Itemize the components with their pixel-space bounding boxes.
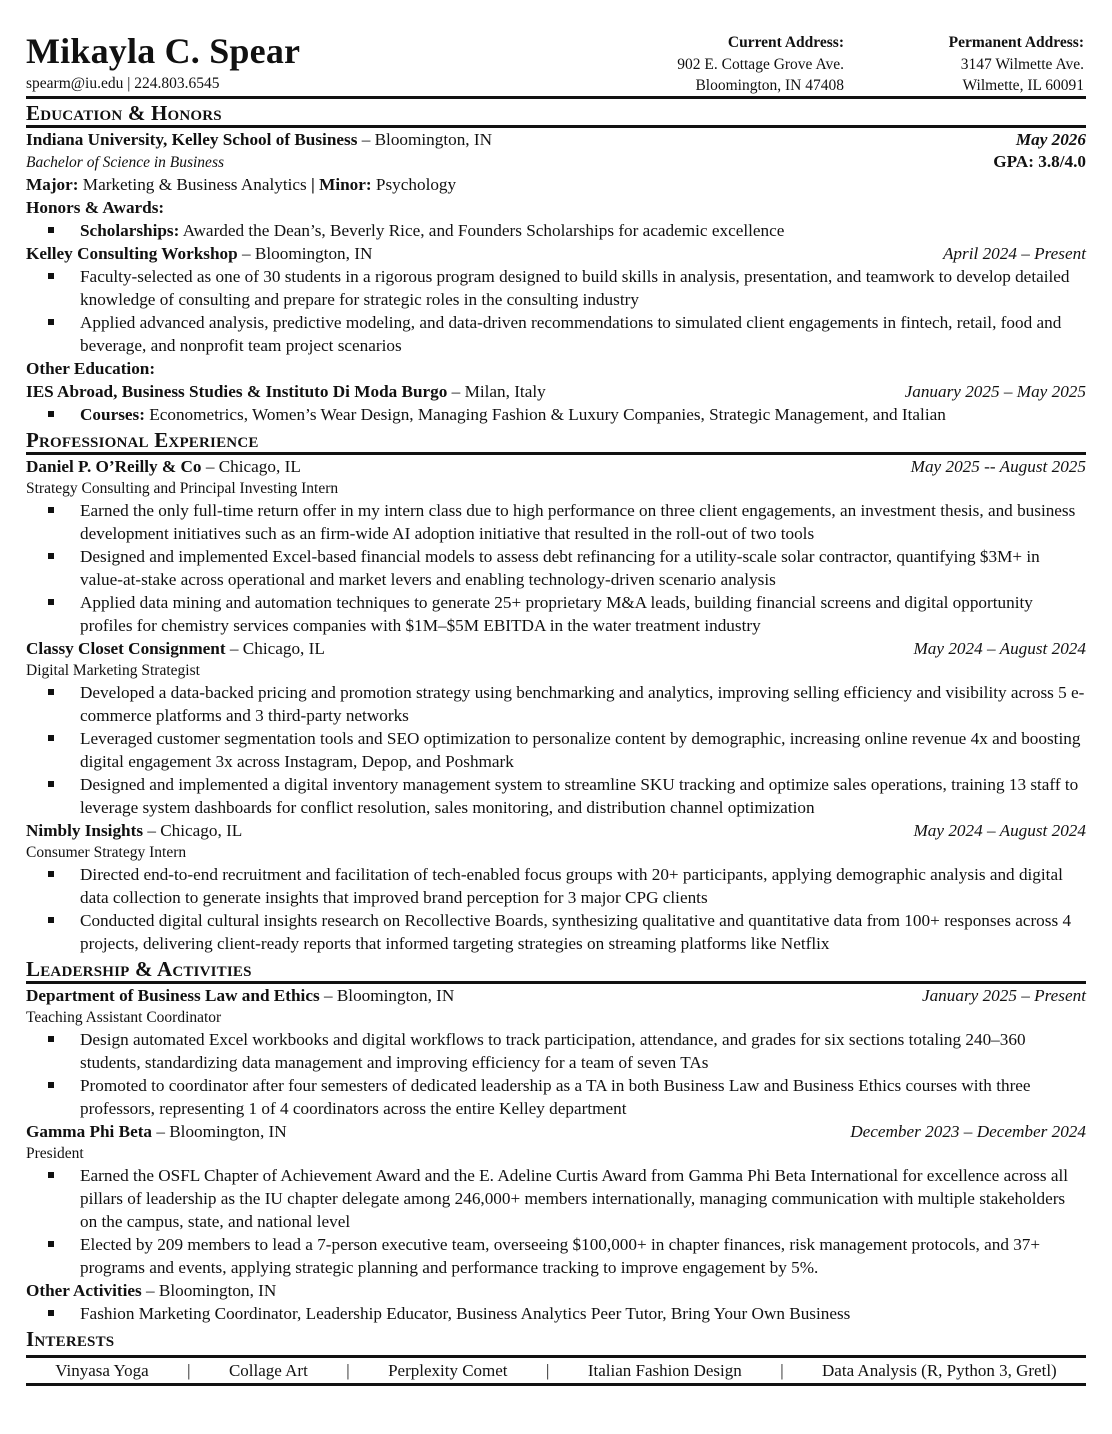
major-label: Major: [26, 175, 79, 194]
kcw-row [26, 242, 1086, 265]
resume-header [26, 30, 1086, 96]
list-item: Designed and implemented a digital inventory management system to streamline SKU tracking and optimize sales operations, training 13 staff to leverage system dashboards for conflict resolution, sales monitoring, and distribution channel optimization [80, 773, 1086, 819]
job-header [26, 637, 1086, 660]
role-title: Teaching Assistant Coordinator [26, 1009, 222, 1026]
list-item: Faculty-selected as one of 30 students in a rigorous program designed to build skills in analysis, presentation, and teamwork to develop detailed knowledge of consulting and prepare for strategic roles in the consulting industry [80, 265, 1086, 311]
current-address-line2: Bloomington, IN 47408 [695, 77, 844, 94]
resume-page [26, 30, 1086, 1386]
current-address-label: Current Address: [727, 34, 844, 51]
role-org: Gamma Phi Beta [26, 1122, 153, 1141]
permanent-address-line2: Wilmette, IL 60091 [962, 77, 1084, 94]
role-location: – Bloomington, IN [152, 1122, 287, 1141]
job-location: – Chicago, IL [201, 457, 301, 476]
kcw-location: – Bloomington, IN [237, 244, 373, 263]
interest-item: Italian Fashion Design [587, 1361, 742, 1380]
role-date: December 2023 – December 2024 [850, 1122, 1086, 1141]
other-education-label: Other Education: [26, 359, 156, 378]
interest-separator: | [187, 1361, 191, 1380]
interest-separator: | [346, 1361, 350, 1380]
job-date: May 2024 – August 2024 [913, 639, 1086, 658]
list-item: Designed and implemented Excel-based financial models to assess debt refinancing for a utility-scale solar contractor, quantifying $3M+ in value-at-stake across operational and market levers and enabling technology-driven scenario analysis [80, 545, 1086, 591]
courses-text: Econometrics, Women’s Wear Design, Managing Fashion & Luxury Companies, Strategic Management, and Italian [144, 405, 946, 424]
kcw-date: April 2024 – Present [942, 244, 1086, 263]
section-title-experience: Professional Experience [26, 428, 259, 452]
list-item: Leveraged customer segmentation tools and SEO optimization to personalize content by demographic, increasing online revenue 4x and boosting digital engagement 3x across Instagram, Depop, and Poshmark [80, 727, 1086, 773]
role-bullets [26, 1164, 1086, 1279]
school-location: – Bloomington, IN [357, 130, 493, 149]
role-header [26, 984, 1086, 1007]
courses-list [26, 403, 1086, 426]
kcw-bullets [26, 265, 1086, 357]
list-item [80, 403, 1086, 426]
ies-name: IES Abroad, Business Studies & Instituto Di Moda Burgo [26, 382, 448, 401]
job-bullets [26, 681, 1086, 819]
interest-separator: | [545, 1361, 550, 1380]
gpa: GPA: 3.8/4.0 [993, 152, 1086, 171]
minor-separator: | [311, 175, 320, 194]
list-item: Conducted digital cultural insights research on Recollective Boards, synthesizing qualitative and quantitative data from 100+ responses across 4 projects, delivering client-ready reports that informed targeting strategies on streaming platforms like Netflix [80, 909, 1086, 955]
job-org: Daniel P. O’Reilly & Co [26, 457, 202, 476]
job-bullets [26, 863, 1086, 955]
list-item: Developed a data-backed pricing and promotion strategy using benchmarking and analytics, improving selling efficiency and visibility across 5 e-commerce platforms and 3 third-party networks [80, 683, 1085, 725]
degree-row [26, 151, 1086, 173]
list-item: Applied data mining and automation techniques to generate 25+ proprietary M&A leads, building financial screens and digital opportunity profiles for chemistry services companies with $1M–$5M EBITDA in the water treatment industry [80, 591, 1086, 637]
job-role: Consumer Strategy Intern [26, 844, 187, 861]
job-org: Classy Closet Consignment [26, 639, 226, 658]
interest-item: Data Analysis (R, Python 3, Gretl) [822, 1361, 1057, 1380]
section-title-interests: Interests [26, 1327, 115, 1351]
list-item: Earned the only full-time return offer in my intern class due to high performance on three client engagements, an investment thesis, and business development initiatives such as an firm-wide AI adoption initiative that resulted in the roll-out of two tools [80, 499, 1086, 545]
list-item [80, 219, 1086, 242]
list-item: Fashion Marketing Coordinator, Leadership Educator, Business Analytics Peer Tutor, Bring Your Own Business [80, 1302, 1086, 1325]
interest-item: Perplexity Comet [388, 1361, 508, 1380]
minor: Psychology [371, 175, 457, 194]
other-activities-list [26, 1302, 1086, 1325]
ies-date: January 2025 – May 2025 [904, 382, 1086, 401]
list-item: Earned the OSFL Chapter of Achievement Award and the E. Adeline Curtis Award from Gamma Phi Beta International for excellence across all pillars of leadership as the IU chapter delegate among 246,000+ members internationally, managing communication with multiple stakeholders on the campus, state, and national level [80, 1164, 1086, 1233]
current-address-line1: 902 E. Cottage Grove Ave. [677, 55, 844, 73]
role-location: – Bloomington, IN [319, 986, 455, 1005]
major-minor-row [26, 173, 1086, 196]
school-date: May 2026 [1015, 130, 1086, 149]
interest-item: Collage Art [228, 1361, 308, 1380]
permanent-address-label: Permanent Address: [948, 34, 1084, 51]
section-title-education: Education & Honors [26, 101, 222, 125]
scholarships-text: Awarded the Dean’s, Beverly Rice, and Founders Scholarships for academic excellence [179, 221, 785, 240]
permanent-address [949, 32, 1084, 97]
job-location: – Chicago, IL [225, 639, 325, 658]
other-activities-location: – Bloomington, IN [141, 1281, 277, 1300]
courses-label: Courses: [80, 405, 145, 424]
honors-list [26, 219, 1086, 242]
job-org: Nimbly Insights [26, 821, 144, 840]
education-school-row [26, 128, 1086, 151]
leadership-section [26, 984, 1086, 1325]
interest-separator: | [780, 1361, 784, 1380]
job-role: Strategy Consulting and Principal Investing Intern [26, 480, 339, 497]
interests-bar [26, 1355, 1086, 1386]
list-item: Applied advanced analysis, predictive modeling, and data-driven recommendations to simulated client engagements in fintech, retail, food and beverage, and nonprofit team project scenarios [80, 311, 1086, 357]
role-bullets [26, 1028, 1086, 1120]
list-item: Promoted to coordinator after four semesters of dedicated leadership as a TA in both Business Law and Business Ethics courses with three professors, representing 1 of 4 coordinators across the entire Kelley department [80, 1074, 1086, 1120]
role-org: Department of Business Law and Ethics [26, 986, 320, 1005]
role-header [26, 1120, 1086, 1143]
other-activities-label: Other Activities [26, 1281, 142, 1300]
minor-label: Minor: [319, 175, 372, 194]
scholarships-label: Scholarships: [80, 221, 180, 240]
honors-label: Honors & Awards: [26, 198, 165, 217]
role-title: President [26, 1145, 84, 1162]
interest-item: Vinyasa Yoga [55, 1361, 149, 1380]
list-item: Directed end-to-end recruitment and facilitation of tech-enabled focus groups with 20+ participants, applying demographic analysis and digital data collection to generate insights that improved brand perception for 3 major CPG clients [80, 863, 1086, 909]
degree: Bachelor of Science in Business [26, 154, 225, 171]
job-location: – Chicago, IL [143, 821, 243, 840]
job-date: May 2024 – August 2024 [913, 821, 1086, 840]
list-item: Design automated Excel workbooks and digital workflows to track participation, attendance, and grades for six sections totaling 240–360 students, standardizing data management and improving efficiency for a team of seven TAs [80, 1028, 1086, 1074]
job-date: May 2025 -- August 2025 [910, 457, 1086, 476]
school-name: Indiana University, Kelley School of Business [26, 130, 358, 149]
candidate-name: Mikayla C. Spear [26, 31, 301, 71]
ies-location: – Milan, Italy [447, 382, 546, 401]
header-divider [26, 96, 1086, 99]
education-section [26, 128, 1086, 426]
job-role: Digital Marketing Strategist [26, 662, 200, 679]
experience-section [26, 455, 1086, 955]
contact-info: spearm@iu.edu | 224.803.6545 [26, 75, 220, 92]
job-bullets [26, 499, 1086, 637]
section-title-leadership: Leadership & Activities [26, 957, 252, 981]
job-header [26, 455, 1086, 478]
list-item: Elected by 209 members to lead a 7-person executive team, overseeing $100,000+ in chapter finances, risk management protocols, and 37+ programs and events, applying strategic planning and performance tracking to improve engagement by 5%. [80, 1233, 1086, 1279]
permanent-address-line1: 3147 Wilmette Ave. [960, 55, 1084, 73]
current-address [677, 32, 844, 97]
ies-row [26, 380, 1086, 403]
role-date: January 2025 – Present [921, 986, 1086, 1005]
other-activities-row [26, 1279, 1086, 1302]
kcw-name: Kelley Consulting Workshop [26, 244, 238, 263]
job-header [26, 819, 1086, 842]
major: Marketing & Business Analytics [78, 175, 311, 194]
